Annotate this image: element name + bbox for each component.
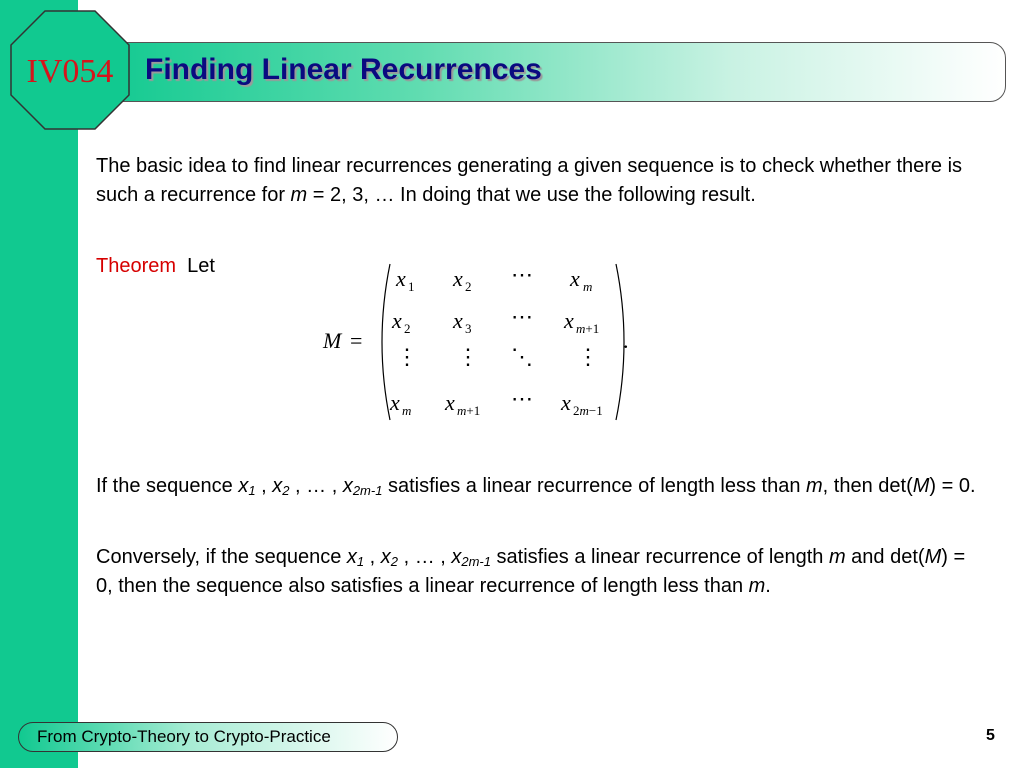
p3-c: and det( — [845, 546, 925, 568]
p2-sub1: 1 — [248, 483, 256, 498]
p3-x2: x — [380, 546, 391, 568]
p2-mid: , … , — [289, 475, 343, 497]
svg-text:x: x — [453, 308, 463, 333]
p3-comma: , — [364, 546, 381, 568]
p2-x1: x — [238, 475, 249, 497]
svg-text:x: x — [390, 390, 400, 415]
p3-e: . — [765, 575, 771, 597]
slide-title: Finding Linear Recurrences — [145, 53, 542, 86]
svg-text:2m−1: 2m−1 — [573, 403, 603, 418]
svg-text:⋮: ⋮ — [457, 344, 479, 369]
svg-text:x: x — [392, 308, 402, 333]
p3-M: M — [924, 546, 942, 568]
svg-text:1: 1 — [408, 279, 415, 294]
p2-x3: x — [342, 475, 353, 497]
svg-text:3: 3 — [465, 321, 472, 336]
p2-M: M — [912, 475, 930, 497]
p3-a: Conversely, if the sequence — [96, 546, 347, 568]
p3-b: satisfies a linear recurrence of length — [491, 546, 829, 568]
p2-b: satisfies a linear recurrence of length less than — [382, 475, 806, 497]
theorem-label: Theorem — [96, 255, 177, 277]
p2-x2: x — [272, 475, 283, 497]
intro-paragraph — [96, 152, 976, 210]
formula-period: . — [623, 328, 629, 353]
svg-text:x: x — [453, 266, 463, 291]
p3-sub1: 1 — [356, 554, 365, 569]
page-number: 5 — [986, 727, 995, 744]
svg-text:x: x — [570, 266, 580, 291]
left-paren — [382, 264, 390, 420]
equals-sign: = — [350, 328, 363, 353]
matrix-name: M — [323, 328, 342, 353]
intro-var-m: m — [290, 184, 308, 206]
p3-sub3: 2m-1 — [461, 554, 491, 569]
svg-text:x: x — [396, 266, 406, 291]
theorem-text: Let — [187, 255, 215, 277]
p2-m: m — [806, 475, 823, 497]
p3-m: m — [828, 546, 846, 568]
intro-text-a: The basic idea to find linear recurrences generating a given sequence is to check whether there is such a recurrence for — [96, 155, 963, 206]
matrix-row-m — [389, 386, 603, 418]
p2-sub2: 2 — [282, 483, 290, 498]
p2-sub3: 2m-1 — [352, 483, 383, 498]
svg-text:⋮: ⋮ — [396, 344, 418, 369]
svg-text:x: x — [561, 390, 571, 415]
svg-text:2: 2 — [465, 279, 472, 294]
svg-text:m+1: m+1 — [457, 403, 481, 418]
matrix-row-dots — [396, 344, 599, 369]
svg-text:x: x — [445, 390, 455, 415]
footer-label — [18, 722, 398, 752]
p2-comma: , — [255, 475, 273, 497]
svg-text:⋯: ⋯ — [511, 386, 533, 411]
p3-d: ) = 0, then the sequence also satisfies a linear recurrence of length less than — [96, 546, 966, 597]
paragraph-conversely — [96, 543, 976, 601]
p3-mid: , … , — [398, 546, 452, 568]
p3-m2: m — [748, 575, 766, 597]
svg-text:x: x — [564, 308, 574, 333]
svg-text:2: 2 — [404, 321, 411, 336]
svg-text:⋱: ⋱ — [511, 344, 533, 369]
p3-x1: x — [346, 546, 357, 568]
p3-x3: x — [451, 546, 462, 568]
matrix-row-1 — [395, 262, 592, 294]
svg-text:⋯: ⋯ — [511, 262, 533, 287]
svg-text:⋮: ⋮ — [577, 344, 599, 369]
p2-a: If the sequence — [96, 475, 239, 497]
footer-text: From Crypto-Theory to Crypto-Practice — [37, 727, 331, 746]
p3-sub2: 2 — [390, 554, 399, 569]
svg-text:⋯: ⋯ — [511, 304, 533, 329]
paragraph-if — [96, 472, 976, 501]
theorem-line — [96, 255, 215, 278]
p2-d: ) = 0. — [929, 475, 976, 497]
p2-c: , then det( — [822, 475, 913, 497]
svg-text:m: m — [583, 279, 593, 294]
course-code: IV054 — [26, 53, 114, 90]
matrix-formula — [318, 258, 648, 428]
svg-text:m+1: m+1 — [576, 321, 600, 336]
intro-text-b: = 2, 3, … In doing that we use the following result. — [307, 184, 756, 206]
matrix-row-2 — [391, 304, 599, 336]
course-badge — [10, 10, 130, 130]
svg-text:m: m — [402, 403, 412, 418]
